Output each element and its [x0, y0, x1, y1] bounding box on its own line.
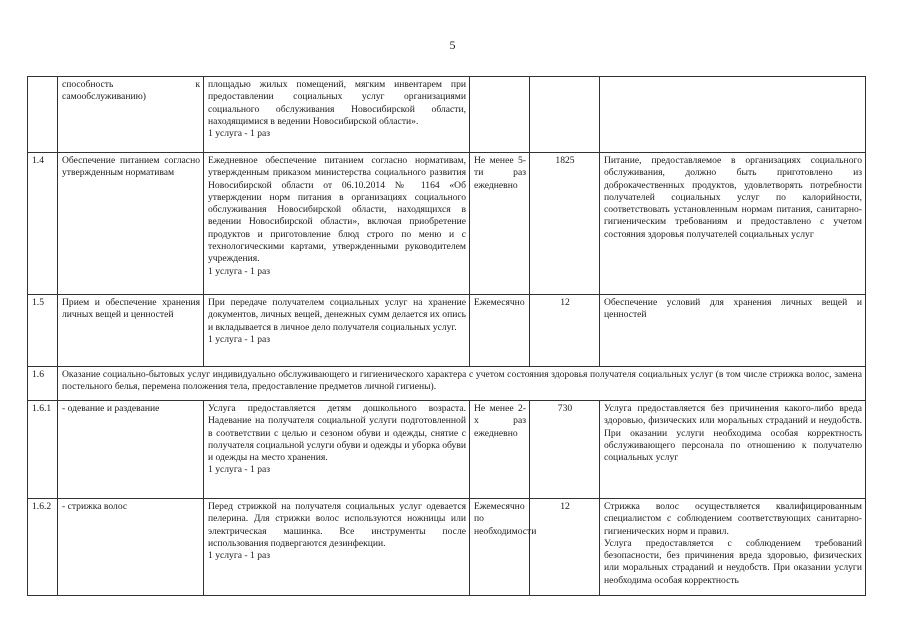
cell-quality: Обеспечение условий для хранения личных вещей и ценностей: [600, 295, 866, 367]
cell-volume: 12: [530, 295, 600, 367]
cell-num: 1.5: [28, 295, 58, 367]
cell-frequency: Не менее 2-х раз ежедневно: [470, 401, 530, 499]
cell-volume: 12: [530, 499, 600, 596]
cell-description: Ежедневное обеспечение питанием согласно нормативам, утвержденным приказом министерства социального развития Новосибирской области от 06.10.2014 № 1164 «Об утверждении норм питания в организациях социального обслуживания Новосибирской области, находящихся в ведении Новосибирской области», включая приобретение продуктов и приготовление блюд строго по меню и с технологическими картами, утвержденными руководителем учреждения. 1 услуга - 1 раз: [204, 153, 470, 295]
table-row-1-6-2: [28, 499, 866, 596]
cell-description: площадью жилых помещений, мягким инвентарем при предоставлении социальных услуг организациями социального обслуживания Новосибирской области, находящимися в ведении Новосибирской области». 1 услуга - 1 раз: [204, 77, 470, 153]
cell-volume: 1825: [530, 153, 600, 295]
cell-quality: Услуга предоставляется без причинения какого-либо вреда здоровью, физических или моральных страданий и неудобств. При оказании услуги необходима особая корректность обслуживающего персонала по отношению к получателю социальных услуг: [600, 401, 866, 499]
cell-quality: Стрижка волос осуществляется квалифицированным специалистом с соблюдением соответствующих санитарно-гигиенических норм и правил. Услуга предоставляется с соблюдением требований безопасности, без причинения вреда здоровью, физических или моральных страданий и неудобств. При оказании услуги необходима особая корректность: [600, 499, 866, 596]
cell-service-name: - одевание и раздевание: [58, 401, 204, 499]
cell-quality: [600, 77, 866, 153]
cell-volume: [530, 77, 600, 153]
cell-num: 1.6.2: [28, 499, 58, 596]
cell-num: 1.6.1: [28, 401, 58, 499]
services-table: [27, 76, 866, 596]
cell-num: 1.4: [28, 153, 58, 295]
cell-num: 1.6: [28, 367, 58, 401]
cell-description: Перед стрижкой на получателя социальных услуг одевается пелерина. Для стрижки волос используются ножницы или электрическая машинка. Все инструменты после использования подвергаются дезинфекции. 1 услуга - 1 раз: [204, 499, 470, 596]
cell-service-name: Обеспечение питанием согласно утвержденным нормативам: [58, 153, 204, 295]
cell-num: [28, 77, 58, 153]
cell-quality: Питание, предоставляемое в организациях социального обслуживания, должно быть приготовлено из доброкачественных продуктов, удовлетворять потребности получателей социальных услуг по калорийности, соответствовать установленным нормам питания, санитарно-гигиеническим требованиям и предоставлено с учетом состояния здоровья получателей социальных услуг: [600, 153, 866, 295]
cell-service-name: способность к самообслуживанию): [58, 77, 204, 153]
table-row-continuation: [28, 77, 866, 153]
cell-description: При передаче получателем социальных услуг на хранение документов, личных вещей, денежных сумм делается их опись и вкладывается в личное дело получателя социальных услуг. 1 услуга - 1 раз: [204, 295, 470, 367]
table-row-1-6-section: [28, 367, 866, 401]
table-row-1-6-1: [28, 401, 866, 499]
cell-section-text: Оказание социально-бытовых услуг индивидуально обслуживающего и гигиенического характера с учетом состояния здоровья получателя социальных услуг (в том числе стрижка волос, замена постельного белья, перемена положения тела, предоставление предметов личной гигиены).: [58, 367, 866, 401]
table-row-1-4: [28, 153, 866, 295]
cell-volume: 730: [530, 401, 600, 499]
table-row-1-5: [28, 295, 866, 367]
cell-description: Услуга предоставляется детям дошкольного возраста. Надевание на получателя социальной услуги подготовленной в соответствии с целью и сезоном обуви и одежды, снятие с получателя социальной услуги обуви и одежды и уборка обуви и одежды на место хранения. 1 услуга - 1 раз: [204, 401, 470, 499]
cell-frequency: Не менее 5-ти раз ежедневно: [470, 153, 530, 295]
cell-frequency: Ежемесячно: [470, 295, 530, 367]
page-number: 5: [449, 38, 456, 52]
cell-service-name: Прием и обеспечение хранения личных вещей и ценностей: [58, 295, 204, 367]
cell-frequency: Ежемесячно по необходимости: [470, 499, 530, 596]
cell-frequency: [470, 77, 530, 153]
cell-service-name: - стрижка волос: [58, 499, 204, 596]
